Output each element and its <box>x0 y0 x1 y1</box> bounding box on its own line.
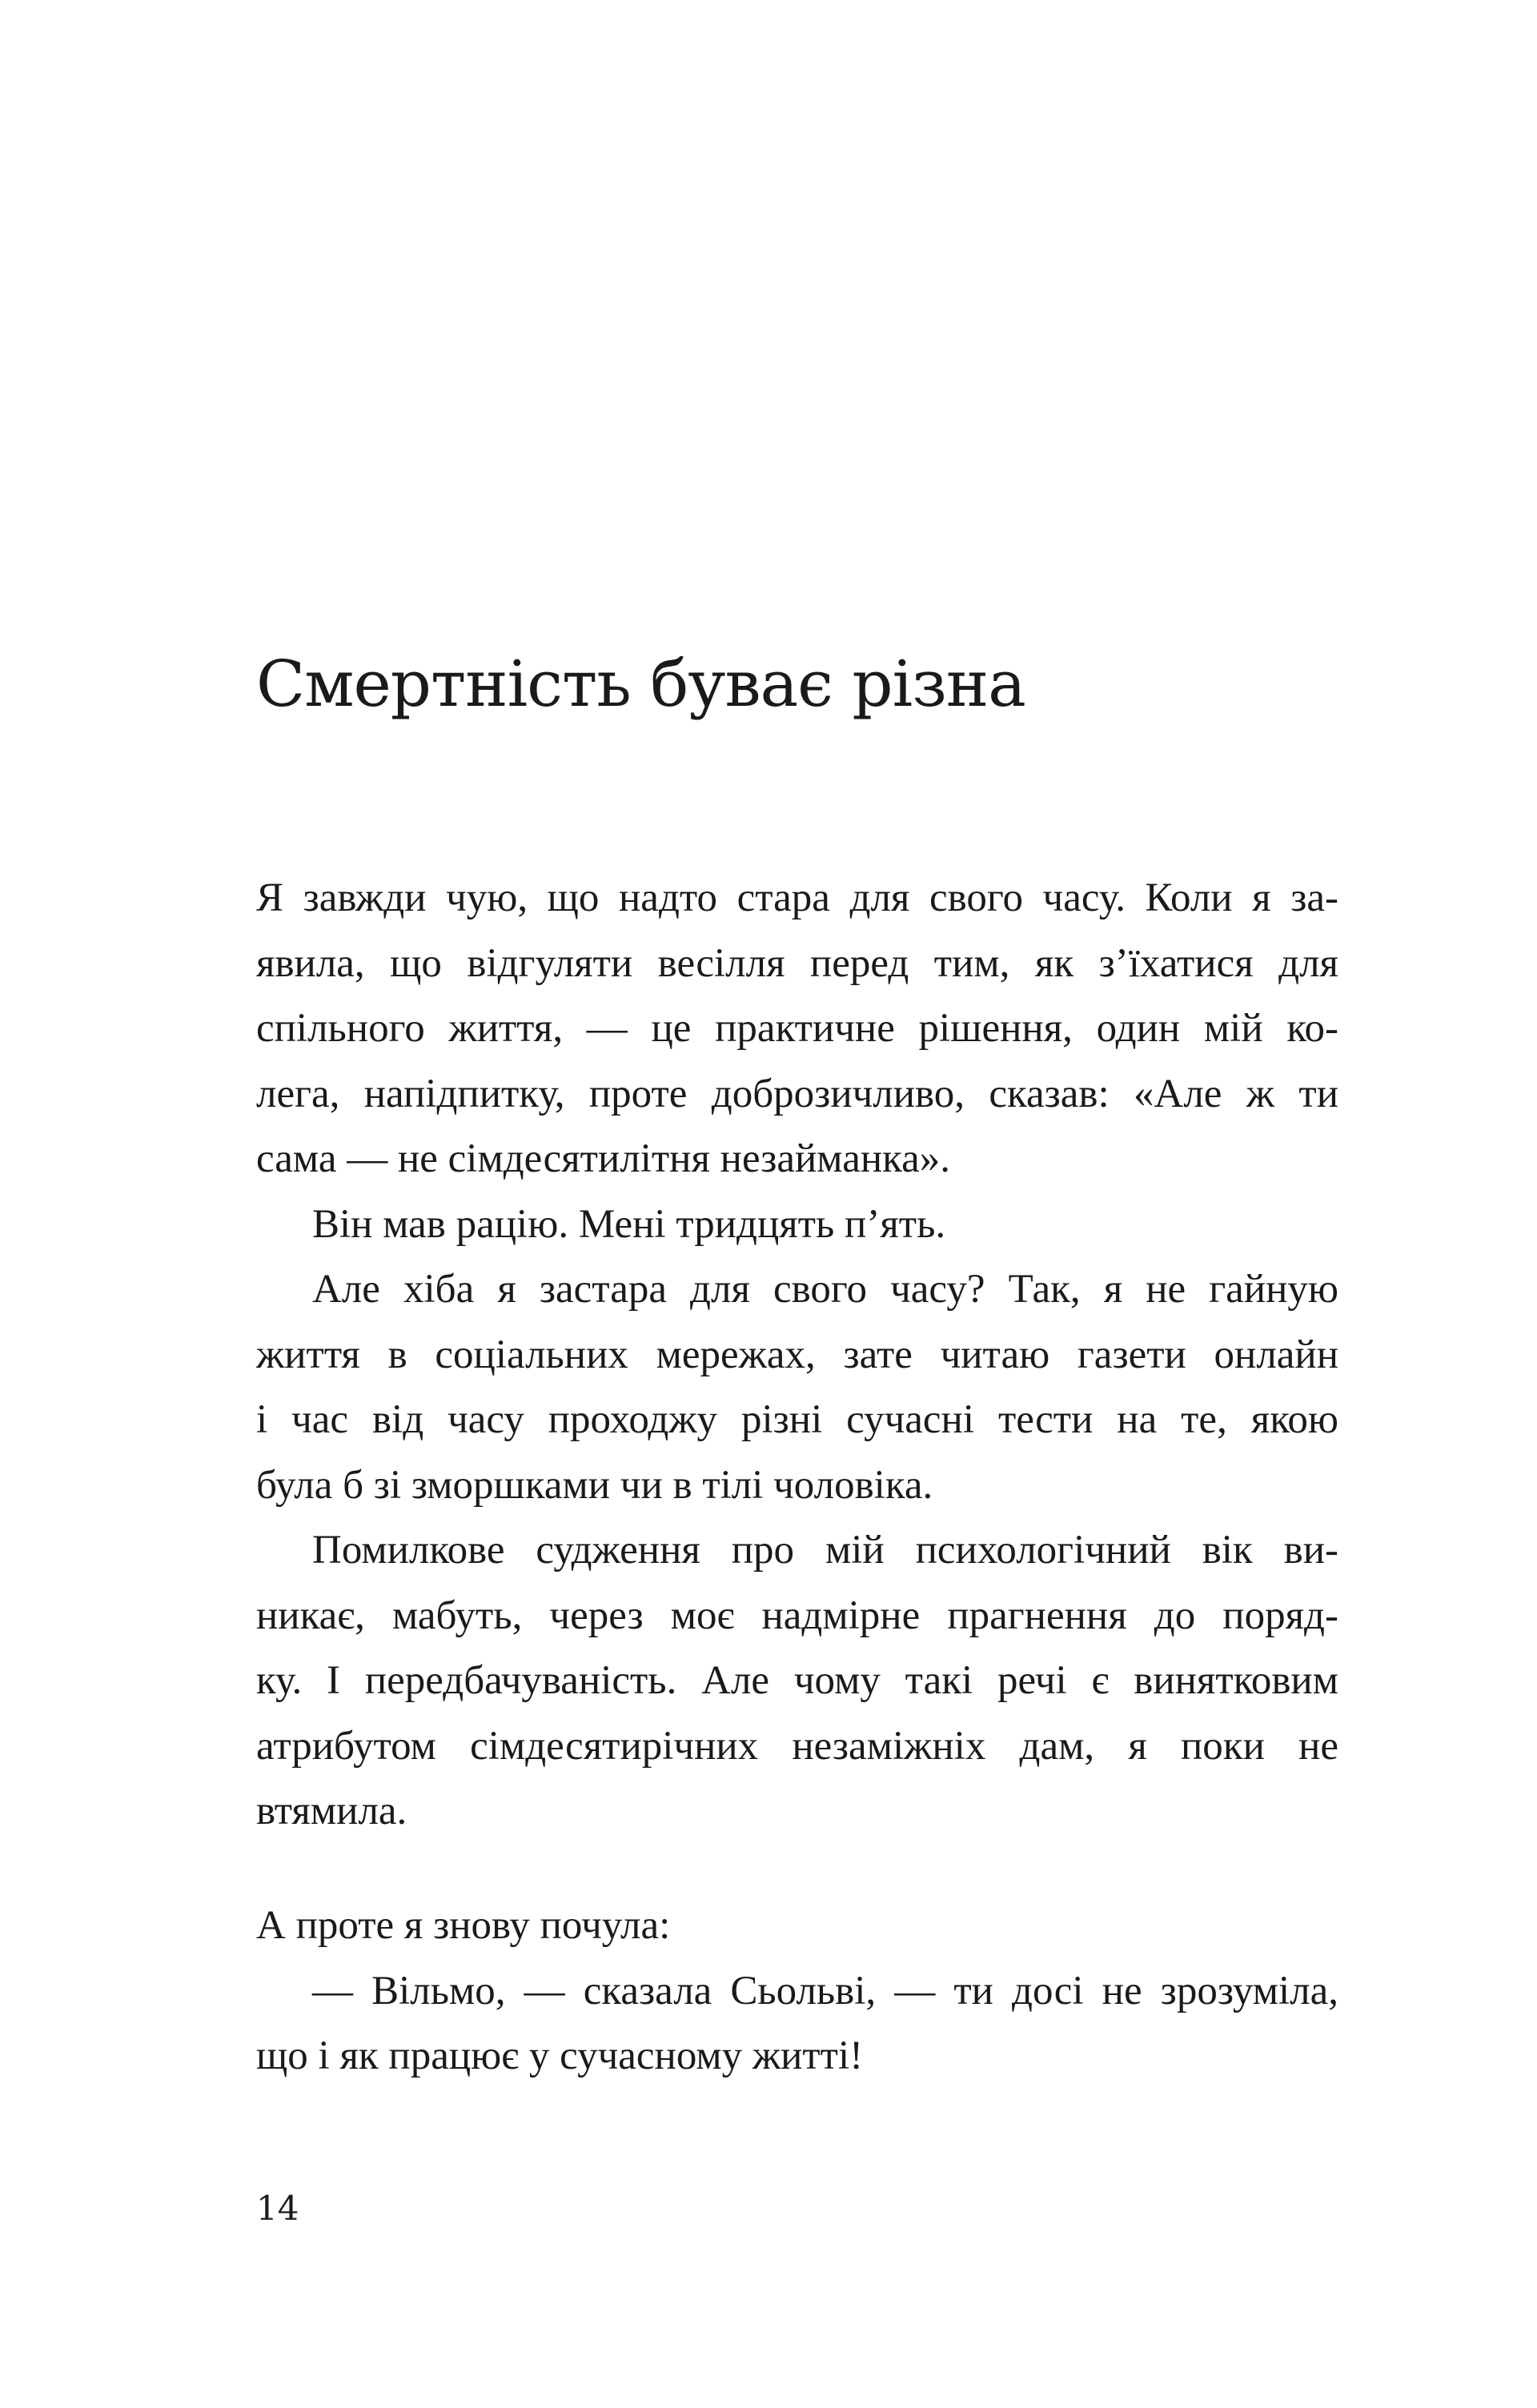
paragraph <box>256 1192 1338 1258</box>
text-line: лега, напідпитку, проте доброзичливо, сказав: «Але ж ти <box>256 1071 1338 1116</box>
text-line: Я завжди чую, що надто стара для свого часу. Коли я за- <box>256 875 1338 920</box>
text-line: атрибутом сімдесятирічних незаміжніх дам, я поки не <box>256 1723 1338 1769</box>
text-line: — Вільмо, — сказала Сьольві, — ти досі не зрозуміла, <box>312 1968 1338 2013</box>
text-line: А проте я знову почула: <box>256 1903 671 1948</box>
chapter-title: Смертність буває різна <box>256 647 1025 721</box>
text-line: никає, мабуть, через моє надмірне прагнення до поряд- <box>256 1593 1338 1638</box>
paragraph <box>256 1518 1338 1845</box>
text-line: спільного життя, — це практичне рішення, один мій ко- <box>256 1006 1338 1051</box>
text-line: життя в соціальних мережах, зате читаю газети онлайн <box>256 1332 1338 1377</box>
paragraph <box>256 1893 1338 1959</box>
text-line: втямила. <box>256 1789 407 1833</box>
paragraph <box>256 866 1338 1192</box>
text-line: і час від часу проходжу різні сучасні тести на те, якою <box>256 1397 1338 1442</box>
text-line: що і як працює у сучасному житті! <box>256 2033 864 2078</box>
text-block-main <box>256 866 1338 1845</box>
paragraph <box>256 1257 1338 1518</box>
text-line: Він мав рацію. Мені тридцять п’ять. <box>312 1201 946 1247</box>
page-number: 14 <box>256 2189 299 2228</box>
text-line: ку. І передбачуваність. Але чому такі речі є винятковим <box>256 1658 1338 1703</box>
paragraph <box>256 1959 1338 2089</box>
text-line: була б зі зморшками чи в тілі чоловіка. <box>256 1462 933 1508</box>
text-line: Помилкове судження про мій психологічний вік ви- <box>312 1528 1338 1573</box>
text-line: Але хіба я застара для свого часу? Так, я не гайную <box>312 1267 1338 1312</box>
text-block-dialogue <box>256 1893 1338 2089</box>
text-line: явила, що відгуляти весілля перед тим, як з’їхатися для <box>256 940 1338 986</box>
text-line: сама — не сімдесятилітня незайманка». <box>256 1136 951 1181</box>
